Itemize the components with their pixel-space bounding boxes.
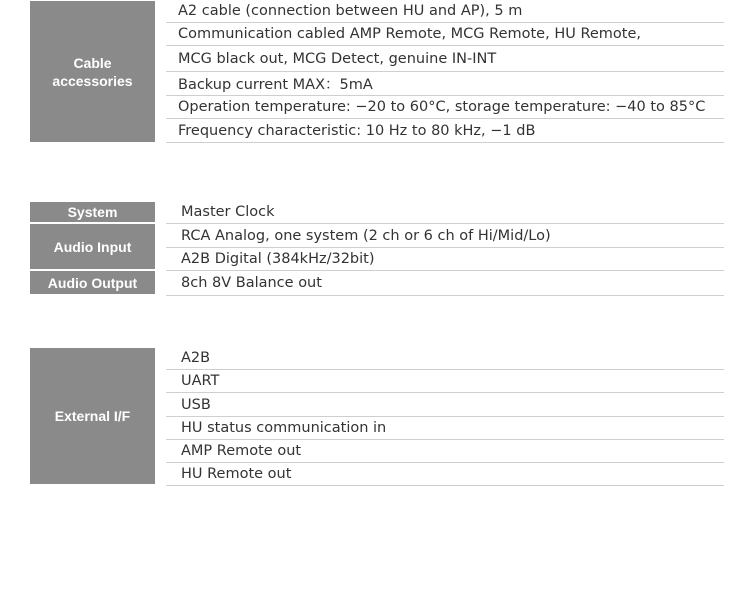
spec-row	[166, 248, 724, 271]
spec-row	[166, 46, 724, 72]
spec-row-text: HU Remote out	[181, 466, 292, 482]
label-system	[30, 202, 155, 222]
spec-row	[166, 0, 724, 23]
label-system-text: System	[67, 204, 118, 220]
spec-row-text: UART	[181, 373, 220, 389]
spec-row-text: AMP Remote out	[181, 443, 302, 459]
spec-row-text: Communication cabled AMP Remote, MCG Remote, HU Remote,	[178, 26, 641, 42]
spec-row	[166, 119, 724, 143]
spec-row	[166, 200, 724, 224]
spec-row	[166, 271, 724, 296]
spec-row-text: A2B	[181, 349, 211, 366]
spec-row	[166, 72, 724, 96]
spec-row	[166, 224, 724, 248]
label-audio-input	[30, 224, 155, 269]
spec-row-text: Backup current MAX：5mA	[178, 77, 373, 93]
spec-row-text: MCG black out, MCG Detect, genuine IN-INT	[178, 50, 497, 67]
spec-row	[166, 440, 724, 463]
spec-row-text: A2B Digital (384kHz/32bit)	[181, 251, 375, 267]
spec-row-text: Operation temperature: −20 to 60°C, storage temperature: −40 to 85°C	[178, 99, 706, 115]
label-external-if-text: External I/F	[54, 408, 131, 424]
label-audio-output	[30, 271, 155, 294]
spec-row-text: Frequency characteristic: 10 Hz to 80 kHz, −1 dB	[178, 122, 536, 139]
spec-row-text: Master Clock	[181, 203, 275, 220]
label-audio-output-text: Audio Output	[47, 274, 138, 291]
spec-row	[166, 96, 724, 119]
spec-row	[166, 417, 724, 440]
label-cable-accessories-text: Cable accessories	[52, 54, 133, 89]
spec-row	[166, 393, 724, 417]
spec-row-text: RCA Analog, one system (2 ch or 6 ch of Hi/Mid/Lo)	[181, 227, 551, 244]
spec-row-text: A2 cable (connection between HU and AP), 5 m	[178, 3, 523, 19]
spec-row	[166, 370, 724, 393]
spec-row-text: HU status communication in	[181, 420, 387, 436]
label-external-if	[30, 348, 155, 484]
label-audio-input-text: Audio Input	[53, 238, 132, 255]
spec-row	[166, 23, 724, 46]
label-cable-accessories	[30, 1, 155, 142]
spec-row	[166, 346, 724, 370]
spec-row-text: USB	[181, 396, 211, 413]
spec-row	[166, 463, 724, 486]
spec-row-text: 8ch 8V Balance out	[181, 275, 322, 291]
